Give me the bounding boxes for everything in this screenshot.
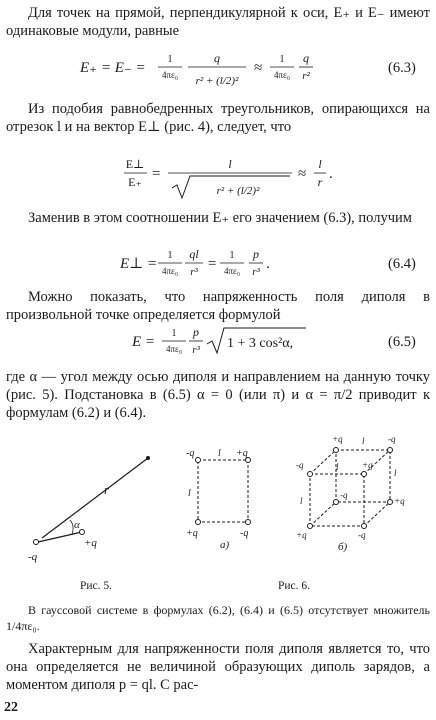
svg-text:-q: -q (186, 448, 195, 459)
fig6b-cube (310, 450, 390, 526)
fig5-plus-charge (80, 530, 85, 535)
eq65-num: p (193, 325, 199, 339)
fig5-caption: Рис. 5. (80, 580, 113, 592)
eq63-coef2: 1 (279, 54, 285, 65)
svg-text:-q: -q (388, 434, 396, 444)
equation-6-5-svg (70, 322, 430, 366)
ratio-lhs-den: E₊ (128, 175, 142, 189)
svg-text:-q: -q (358, 530, 366, 540)
ratio-num: l (228, 157, 232, 171)
svg-text:.: . (329, 166, 333, 182)
fig5-point (146, 456, 150, 460)
ratio-r-den: r (317, 175, 323, 189)
fig5-angle-arc (70, 520, 73, 534)
svg-text:l: l (300, 496, 303, 506)
eq65-lhs: E = (132, 334, 156, 350)
eq63-den: r² + (l/2)² (195, 75, 239, 87)
fig6a-plus-q: +q (186, 528, 198, 539)
fig5-radius-line (42, 458, 148, 538)
figure-6b (292, 432, 422, 556)
equation-6-4-svg (70, 244, 430, 288)
equation-6-3 (70, 42, 430, 98)
svg-text:4πε₀: 4πε₀ (224, 266, 240, 276)
svg-text:+q: +q (236, 448, 248, 459)
eq64-num: ql (189, 247, 199, 261)
eq64-num2: p (253, 247, 259, 261)
fig6-caption: Рис. 6. (278, 580, 311, 592)
ratio-den: r² + (l/2)² (216, 185, 260, 197)
eq63-num2: q (303, 51, 309, 65)
equation-ratio-svg (70, 150, 430, 206)
svg-text:+q: +q (332, 434, 343, 444)
eq64-label: (6.4) (388, 256, 416, 272)
footnote: В гауссовой системе в формулах (6.2), (6.4) и (6.5) отсутствует множитель 1/4πε₀. (6, 603, 430, 633)
equation-ratio (70, 150, 430, 206)
eq65-root: 1 + 3 cos²α, (227, 336, 294, 351)
fig6a-square (198, 460, 248, 522)
svg-text:+q: +q (296, 530, 307, 540)
paragraph-5: где α — угол между осью диполя и направлением на данную точку (рис. 5). Подстановка в (6.5) α = 0 (или π) и α = π/2 приводит к формулам (6.2) и (6.4). (6, 369, 430, 421)
fig5-minus-charge (34, 540, 39, 545)
eq63-den2: r² (302, 70, 310, 82)
fig5-r: r (104, 482, 110, 497)
ratio-lhs-num: E⊥ (125, 157, 145, 171)
eq63-approx: ≈ (254, 60, 263, 76)
eq64-mid: = (208, 256, 217, 272)
fig6a-l-left: l (188, 488, 191, 499)
eq64-coef: 1 (167, 250, 173, 261)
svg-text:+q: +q (394, 496, 405, 506)
eq63-num: q (214, 51, 220, 65)
paragraph-1: Для точек на прямой, перпендикулярной к оси, E₊ и E₋ имеют одинаковые модули, равные (6, 5, 430, 39)
eq64-lhs: E⊥ = (120, 256, 158, 272)
eq63-coef2-den: 4πε₀ (274, 70, 290, 80)
eq65-label: (6.5) (388, 334, 416, 350)
paragraph-6: Характерным для напряженности поля диполя является то, что она определяется не величиной образующих диполь зарядов, а моментом диполя p = ql. С рас- (6, 641, 430, 693)
svg-text:l: l (336, 462, 339, 472)
ratio-r-num: l (318, 157, 322, 171)
fig5-plus-q: +q (84, 537, 97, 549)
svg-text:=: = (152, 166, 161, 182)
equation-6-5 (70, 322, 430, 366)
paragraph-2: Из подобия равнобедренных треугольников, опирающихся на отрезок l и на вектор E⊥ (рис. 4), следует, что (6, 101, 430, 135)
paragraph-3: Заменив в этом соотношении E₊ его значением (6.3), получим (28, 210, 412, 226)
svg-text:+q: +q (362, 460, 373, 470)
fig6a-l-top: l (218, 448, 221, 459)
eq65-den: r³ (192, 344, 200, 356)
page-number: 22 (4, 700, 18, 715)
fig5-dipole-axis (38, 532, 82, 542)
paragraph-4: Можно показать, что напряженность поля диполя в произвольной точке определяется формулой (6, 289, 430, 323)
fig6a-minus-q: -q (240, 528, 249, 539)
svg-text:l: l (362, 436, 365, 446)
figure-5 (20, 448, 170, 568)
eq64-coef-den: 4πε₀ (162, 266, 178, 276)
fig5-minus-q: -q (28, 551, 38, 563)
equation-6-3-svg (70, 42, 430, 98)
svg-text:l: l (394, 468, 397, 478)
eq63-coef-den: 4πε₀ (162, 70, 178, 80)
eq64-den: r³ (190, 266, 198, 278)
eq65-coef: 1 (171, 328, 177, 339)
svg-text:.: . (266, 256, 270, 272)
ratio-approx: ≈ (298, 166, 307, 182)
eq63-label: (6.3) (388, 60, 416, 76)
eq64-den2: r³ (252, 266, 260, 278)
fig5-alpha: α (74, 519, 80, 531)
eq63-lhs: E₊ = E₋ = (80, 60, 146, 76)
svg-text:-q: -q (340, 490, 348, 500)
svg-text:1: 1 (229, 250, 235, 261)
figure-6a (180, 444, 270, 554)
fig6a-label: а) (220, 539, 230, 551)
eq63-coef: 1 (167, 54, 173, 65)
svg-text:-q: -q (296, 460, 304, 470)
equation-6-4 (70, 244, 430, 288)
eq65-coef-den: 4πε₀ (166, 344, 182, 354)
fig6b-label: б) (338, 541, 348, 553)
